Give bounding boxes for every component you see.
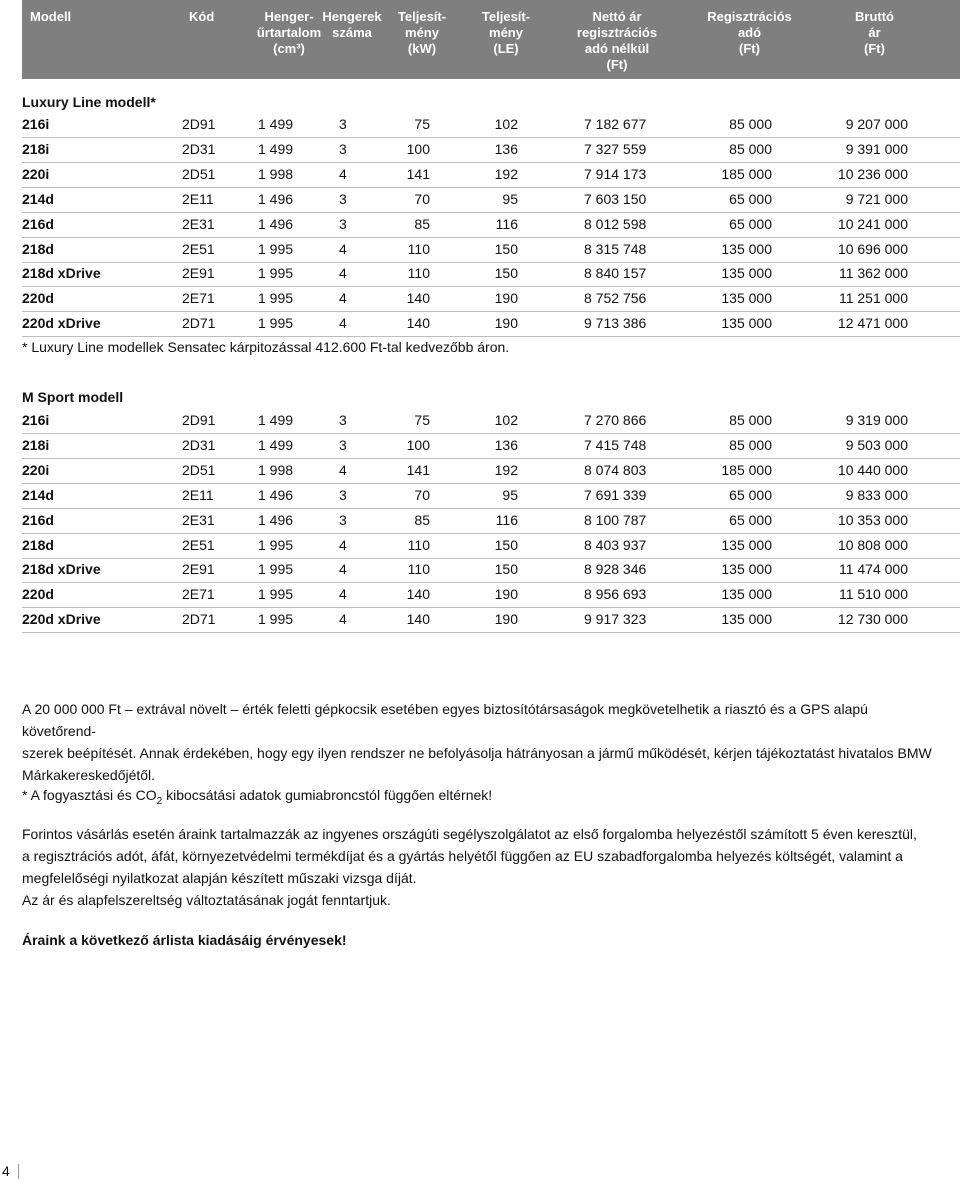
luxury-section-title: Luxury Line modell* xyxy=(22,94,156,110)
cell-kod: 2E51 xyxy=(182,536,215,553)
pricing-paragraph xyxy=(22,823,937,911)
insurance-line-1: A 20 000 000 Ft – extrával növelt – érték feletti gépkocsik esetében egyes biztosítótársaságok megkövetelhetik a riasztó és a GPS alapú követőrend- xyxy=(22,701,868,739)
table-row xyxy=(22,187,960,213)
cell-model: 220i xyxy=(22,165,50,182)
cell-netto: 7 691 339 xyxy=(584,486,647,503)
cell-netto: 8 012 598 xyxy=(584,215,647,232)
cell-le: 150 xyxy=(494,240,518,257)
cell-brutto: 9 721 000 xyxy=(845,190,908,207)
cell-netto: 8 928 346 xyxy=(584,561,647,578)
cell-kod: 2D91 xyxy=(182,116,216,132)
cell-hengerek: 3 xyxy=(339,215,347,232)
cell-kw: 70 xyxy=(414,190,430,207)
cell-le: 190 xyxy=(494,611,518,628)
cell-urtartalom: 1 496 xyxy=(258,511,294,528)
header-brutto-l3: (Ft) xyxy=(864,41,885,56)
cell-brutto: 11 474 000 xyxy=(838,561,908,578)
cell-le: 95 xyxy=(502,190,518,207)
pricing-line-1: Forintos vásárlás esetén áraink tartalmazzák az ingyenes országúti segélyszolgálatot az első forgalomba helyezéstől számított 5 éven keresztül, xyxy=(22,826,917,842)
cell-model: 216i xyxy=(22,116,50,132)
cell-regado: 185 000 xyxy=(721,165,772,182)
cell-kw: 110 xyxy=(407,240,430,257)
cell-hengerek: 4 xyxy=(339,315,347,332)
cell-regado: 135 000 xyxy=(721,536,772,553)
cell-kod: 2E11 xyxy=(182,486,214,503)
cell-brutto: 9 207 000 xyxy=(845,116,908,132)
cell-kod: 2E71 xyxy=(182,290,215,307)
cell-kw: 110 xyxy=(407,536,430,553)
header-urtartalom-l3: (cm³) xyxy=(273,41,305,56)
pricing-line-4: Az ár és alapfelszereltség változtatásának jogát fenntartjuk. xyxy=(22,892,391,908)
cell-netto: 8 840 157 xyxy=(584,265,647,282)
cell-netto: 9 917 323 xyxy=(584,611,647,628)
header-le-l3: (LE) xyxy=(493,41,519,56)
cell-kod: 2D51 xyxy=(182,165,216,182)
insurance-line-3: Márkakereskedőjétől. xyxy=(22,767,156,783)
cell-hengerek: 4 xyxy=(339,536,347,553)
header-netto-l4: (Ft) xyxy=(606,57,628,72)
header-kw-l1: Teljesít- xyxy=(397,9,447,24)
cell-urtartalom: 1 496 xyxy=(258,215,294,232)
cell-urtartalom: 1 995 xyxy=(258,611,294,628)
cell-urtartalom: 1 995 xyxy=(258,240,294,257)
cell-kw: 100 xyxy=(406,436,430,453)
cell-le: 190 xyxy=(494,290,518,307)
insurance-line-2: szerek beépítését. Annak érdekében, hogy egy ilyen rendszer ne befolyásolja hátrányosan a jármű működését, kérjen tájékoztatást hivatalos BMW xyxy=(22,745,932,761)
emission-note xyxy=(22,784,937,813)
cell-urtartalom: 1 499 xyxy=(258,140,294,157)
header-reg-l1: Regisztrációs xyxy=(707,9,792,24)
cell-netto: 7 327 559 xyxy=(584,140,647,157)
pricing-line-3: megfelelőségi nyilatkozat alapján készített műszaki vizsga díját. xyxy=(22,870,417,886)
table-row xyxy=(22,483,960,509)
header-kw-l2: mény xyxy=(405,25,439,40)
cell-kod: 2E31 xyxy=(182,215,215,232)
cell-brutto: 9 319 000 xyxy=(845,412,908,428)
cell-regado: 85 000 xyxy=(729,140,772,157)
cell-le: 136 xyxy=(494,436,518,453)
cell-urtartalom: 1 496 xyxy=(258,486,294,503)
table-row xyxy=(22,408,960,434)
cell-urtartalom: 1 995 xyxy=(258,265,294,282)
cell-model: 216i xyxy=(22,412,50,428)
luxury-note: * Luxury Line modellek Sensatec kárpitozással 412.600 Ft-tal kedvezőbb áron. xyxy=(22,339,510,355)
cell-brutto: 11 362 000 xyxy=(838,265,908,282)
cell-urtartalom: 1 995 xyxy=(258,561,294,578)
cell-hengerek: 4 xyxy=(339,290,347,307)
table-row xyxy=(22,557,960,583)
cell-regado: 135 000 xyxy=(721,290,772,307)
cell-urtartalom: 1 995 xyxy=(258,315,294,332)
header-netto-l2: regisztrációs xyxy=(576,25,658,40)
header-brutto xyxy=(837,9,912,57)
cell-regado: 85 000 xyxy=(729,436,772,453)
table-row xyxy=(22,261,960,287)
pricing-line-2: a regisztrációs adót, áfát, környezetvédelmi termékdíjat és a gyártás helyétől függően az EU szabadforgalomba helyezés költségét, valamint a xyxy=(22,848,903,864)
cell-urtartalom: 1 995 xyxy=(258,586,294,603)
cell-model: 220d xyxy=(22,586,54,603)
cell-model: 218d xyxy=(22,240,54,257)
cell-brutto: 9 833 000 xyxy=(845,486,908,503)
msport-section-title: M Sport modell xyxy=(22,389,124,405)
cell-netto: 8 752 756 xyxy=(584,290,647,307)
table-row xyxy=(22,162,960,188)
validity-note: Áraink a következő árlista kiadásáig érvényesek! xyxy=(22,932,347,948)
cell-brutto: 10 241 000 xyxy=(837,215,908,232)
cell-netto: 9 713 386 xyxy=(584,315,647,332)
cell-hengerek: 4 xyxy=(339,561,347,578)
cell-netto: 7 415 748 xyxy=(584,436,647,453)
cell-hengerek: 3 xyxy=(339,190,347,207)
cell-model: 218i xyxy=(22,436,50,453)
cell-kw: 140 xyxy=(406,315,430,332)
cell-regado: 85 000 xyxy=(729,116,772,132)
table-row xyxy=(22,237,960,263)
cell-le: 192 xyxy=(494,461,518,478)
header-hengerek-l2: száma xyxy=(332,25,372,40)
cell-urtartalom: 1 496 xyxy=(258,190,294,207)
cell-kod: 2D31 xyxy=(182,436,216,453)
table-row xyxy=(22,607,960,633)
emission-note-pre: * A fogyasztási és CO xyxy=(22,787,157,803)
cell-le: 136 xyxy=(494,140,518,157)
cell-regado: 65 000 xyxy=(729,486,772,503)
cell-brutto: 10 236 000 xyxy=(837,165,908,182)
cell-regado: 135 000 xyxy=(721,561,772,578)
header-le-l2: mény xyxy=(489,25,523,40)
cell-brutto: 9 503 000 xyxy=(845,436,908,453)
cell-model: 214d xyxy=(22,486,54,503)
header-kod-label: Kód xyxy=(189,9,215,24)
cell-kod: 2D51 xyxy=(182,461,216,478)
cell-kw: 141 xyxy=(406,461,430,478)
header-reg-l3: (Ft) xyxy=(739,41,760,56)
table-row xyxy=(22,458,960,484)
header-urtartalom-l1: Henger- xyxy=(264,9,314,24)
cell-model: 216d xyxy=(22,215,54,232)
cell-brutto: 9 391 000 xyxy=(845,140,908,157)
table-row xyxy=(22,311,960,337)
cell-le: 150 xyxy=(494,265,518,282)
cell-regado: 185 000 xyxy=(721,461,772,478)
header-le-l1: Teljesít- xyxy=(481,9,531,24)
header-modell xyxy=(30,9,71,25)
cell-brutto: 12 730 000 xyxy=(837,611,908,628)
cell-hengerek: 4 xyxy=(339,265,347,282)
cell-model: 216d xyxy=(22,511,54,528)
header-kod xyxy=(189,9,214,25)
cell-hengerek: 4 xyxy=(339,461,347,478)
cell-kod: 2E71 xyxy=(182,586,215,603)
cell-kw: 75 xyxy=(414,412,430,428)
cell-kod: 2E11 xyxy=(182,190,214,207)
cell-kod: 2D31 xyxy=(182,140,216,157)
insurance-paragraph xyxy=(22,698,937,786)
table-row xyxy=(22,286,960,312)
cell-urtartalom: 1 499 xyxy=(258,412,294,428)
cell-regado: 135 000 xyxy=(721,315,772,332)
cell-hengerek: 3 xyxy=(339,116,347,132)
cell-netto: 7 603 150 xyxy=(584,190,647,207)
cell-kod: 2E91 xyxy=(182,265,215,282)
header-urtartalom-l2: űrtartalom xyxy=(256,25,322,40)
cell-kw: 100 xyxy=(406,140,430,157)
cell-kw: 70 xyxy=(414,486,430,503)
cell-le: 190 xyxy=(494,315,518,332)
cell-model: 220d xyxy=(22,290,54,307)
cell-kod: 2E91 xyxy=(182,561,215,578)
cell-brutto: 11 251 000 xyxy=(838,290,908,307)
header-netto xyxy=(562,9,672,73)
page-number: 4 xyxy=(2,1163,10,1179)
cell-model: 220i xyxy=(22,461,50,478)
cell-model: 220d xDrive xyxy=(22,315,101,332)
table-header xyxy=(22,0,960,79)
cell-kw: 110 xyxy=(407,561,430,578)
cell-netto: 7 914 173 xyxy=(584,165,647,182)
cell-netto: 7 270 866 xyxy=(584,412,647,428)
cell-model: 218d xyxy=(22,536,54,553)
table-row xyxy=(22,112,960,138)
header-brutto-l2: ár xyxy=(868,25,881,40)
table-row xyxy=(22,508,960,534)
header-modell-label: Modell xyxy=(30,9,72,24)
cell-kw: 85 xyxy=(414,215,430,232)
cell-le: 95 xyxy=(502,486,518,503)
header-reg xyxy=(692,9,807,57)
cell-kw: 75 xyxy=(414,116,430,132)
cell-model: 218d xDrive xyxy=(22,265,101,282)
cell-hengerek: 3 xyxy=(339,140,347,157)
cell-brutto: 10 696 000 xyxy=(837,240,908,257)
cell-kw: 140 xyxy=(406,611,430,628)
header-hengerek-l1: Hengerek xyxy=(322,9,382,24)
cell-regado: 85 000 xyxy=(729,412,772,428)
table-row xyxy=(22,533,960,559)
header-reg-l2: adó xyxy=(737,25,762,40)
cell-brutto: 12 471 000 xyxy=(837,315,908,332)
cell-kw: 140 xyxy=(406,290,430,307)
emission-note-sub: 2 xyxy=(156,795,163,807)
header-netto-l1: Nettó ár xyxy=(592,9,642,24)
cell-urtartalom: 1 995 xyxy=(258,536,294,553)
cell-kod: 2D71 xyxy=(182,611,216,628)
cell-netto: 8 074 803 xyxy=(584,461,647,478)
cell-hengerek: 3 xyxy=(339,486,347,503)
cell-le: 102 xyxy=(494,412,518,428)
cell-urtartalom: 1 499 xyxy=(258,436,294,453)
cell-brutto: 10 808 000 xyxy=(837,536,908,553)
cell-le: 102 xyxy=(494,116,518,132)
cell-hengerek: 3 xyxy=(339,511,347,528)
cell-kw: 140 xyxy=(406,586,430,603)
cell-le: 150 xyxy=(494,561,518,578)
cell-urtartalom: 1 499 xyxy=(258,116,294,132)
cell-model: 214d xyxy=(22,190,54,207)
header-kw-l3: (kW) xyxy=(407,41,437,56)
cell-urtartalom: 1 995 xyxy=(258,290,294,307)
cell-hengerek: 4 xyxy=(339,611,347,628)
cell-le: 116 xyxy=(495,215,518,232)
emission-note-post: kibocsátási adatok gumiabroncstól függően eltérnek! xyxy=(162,787,493,803)
cell-netto: 8 100 787 xyxy=(584,511,647,528)
cell-urtartalom: 1 998 xyxy=(258,461,294,478)
table-row xyxy=(22,212,960,238)
cell-regado: 65 000 xyxy=(729,190,772,207)
cell-brutto: 11 510 000 xyxy=(838,586,908,603)
header-netto-l3: adó nélkül xyxy=(584,41,650,56)
cell-model: 218i xyxy=(22,140,50,157)
cell-kod: 2D91 xyxy=(182,412,216,428)
cell-kod: 2E51 xyxy=(182,240,215,257)
header-hengerek xyxy=(312,9,392,41)
cell-regado: 135 000 xyxy=(721,240,772,257)
cell-hengerek: 4 xyxy=(339,240,347,257)
cell-le: 192 xyxy=(494,165,518,182)
cell-netto: 8 956 693 xyxy=(584,586,647,603)
cell-kw: 85 xyxy=(414,511,430,528)
header-brutto-l1: Bruttó xyxy=(855,9,894,24)
cell-kw: 141 xyxy=(406,165,430,182)
cell-hengerek: 4 xyxy=(339,586,347,603)
cell-hengerek: 4 xyxy=(339,165,347,182)
cell-hengerek: 3 xyxy=(339,412,347,428)
cell-le: 150 xyxy=(494,536,518,553)
header-kw xyxy=(382,9,462,57)
table-row xyxy=(22,582,960,608)
cell-model: 218d xDrive xyxy=(22,561,101,578)
table-row xyxy=(22,137,960,163)
cell-regado: 65 000 xyxy=(729,511,772,528)
cell-netto: 8 403 937 xyxy=(584,536,647,553)
cell-netto: 8 315 748 xyxy=(584,240,647,257)
cell-regado: 65 000 xyxy=(729,215,772,232)
cell-regado: 135 000 xyxy=(721,611,772,628)
cell-kod: 2E31 xyxy=(182,511,215,528)
cell-netto: 7 182 677 xyxy=(584,116,647,132)
cell-urtartalom: 1 998 xyxy=(258,165,294,182)
cell-brutto: 10 440 000 xyxy=(837,461,908,478)
cell-model: 220d xDrive xyxy=(22,611,101,628)
page-number-divider xyxy=(18,1164,19,1179)
cell-kw: 110 xyxy=(407,265,430,282)
cell-le: 190 xyxy=(494,586,518,603)
cell-regado: 135 000 xyxy=(721,586,772,603)
table-row xyxy=(22,433,960,459)
cell-kod: 2D71 xyxy=(182,315,216,332)
header-le xyxy=(466,9,546,57)
cell-le: 116 xyxy=(495,511,518,528)
cell-brutto: 10 353 000 xyxy=(837,511,908,528)
cell-regado: 135 000 xyxy=(721,265,772,282)
cell-hengerek: 3 xyxy=(339,436,347,453)
